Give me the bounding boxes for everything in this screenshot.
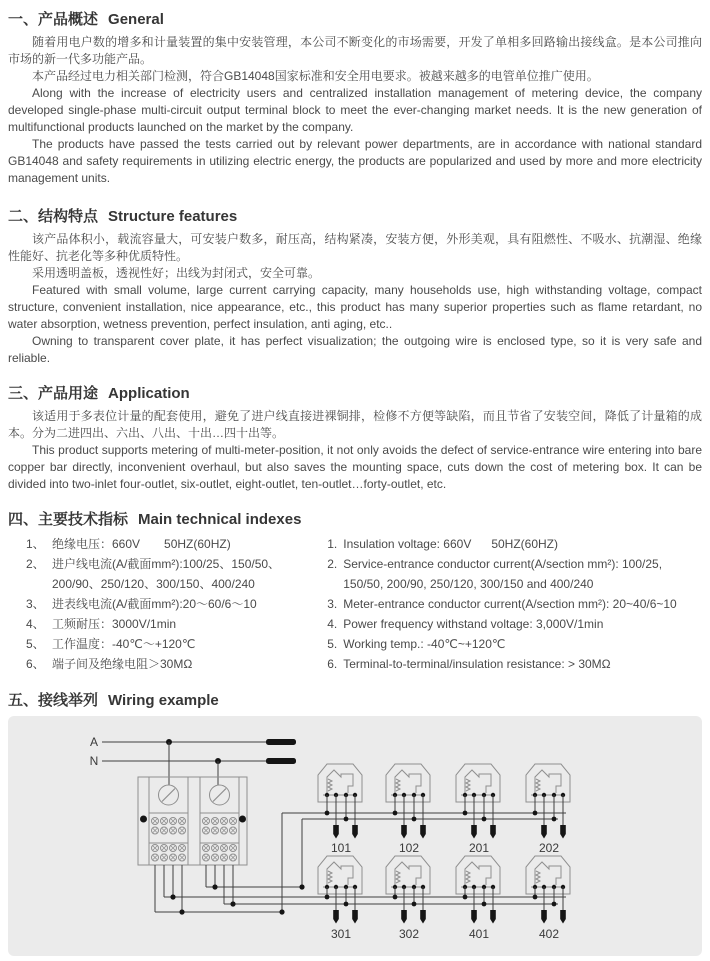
output-arrow-icon [541,825,547,839]
section-number-and-title: 三、产品用途 [8,385,99,402]
paragraph-en: Owning to transparent cover plate, it has perfect visualization; the outgoing wire is enclosed type, so it is very safe and reliable. [8,334,702,365]
item-number: 2. [327,557,338,571]
junction-dot [299,884,304,889]
junction-dot [212,884,217,889]
busbar-lug-icon [266,758,296,764]
tech-columns [8,534,702,674]
item-number: 3. [327,597,338,611]
junction-dot [325,811,330,816]
item-number: 6、 [26,657,45,671]
meter-coil-squiggle [328,779,332,791]
junction-dot [533,811,538,816]
meter-coil-squiggle [396,871,400,883]
output-arrow-icon [490,825,496,839]
output-arrow-icon [541,910,547,924]
item-text: 绝缘电压：660V 50HZ(60HZ) [52,537,231,551]
meter-label: 402 [538,927,560,941]
output-arrow-icon [333,825,339,839]
wiring-diagram-panel [8,716,702,956]
output-arrow-icon [401,825,407,839]
paragraph-en: Featured with small volume, large current carrying capacity, many households use, high withstanding voltage, compact structure, convenient installation, nice appearance, etc., this product has many superior properties such as flame retardant, no water absorption, wetness prevention, perfect insulation, anti aging, etc.. [8,283,702,331]
section-number-and-title: 一、产品概述 [8,11,99,28]
item-text: Service-entrance conductor current(A/section mm²): 100/25, 150/50, 200/90, 250/120, 300/150 and 400/240 [343,557,666,591]
tech-item-zh [26,634,327,654]
paragraph-zh: 随着用电户数的增多和计量装置的集中安装管理，本公司不断变化的市场需要，开发了单相多回路输出接线盒。是本公司推向市场的新一代多功能产品。 [8,35,702,66]
meter-label: 401 [468,927,490,941]
meter-coil-squiggle [536,779,540,791]
item-text: Meter-entrance conductor current(A/section mm²): 20~40/6~10 [343,597,677,611]
output-arrow-icon [490,910,496,924]
section-number-and-title: 五、接线举列 [8,692,99,709]
meter-coil-squiggle [466,779,470,791]
junction-dot [482,902,487,907]
tech-item-en [327,634,702,654]
junction-dot [393,811,398,816]
junction-dot [482,817,487,822]
meter-label: 102 [398,841,420,855]
item-text: 端子间及绝缘电阻＞30MΩ [52,657,193,671]
paragraph-zh: 该产品体积小，载流容量大，可安装户数多，耐压高，结构紧凑，安装方便，外形美观，具有阻燃性、不吸水、抗潮湿、绝缘性能好、抗老化等多种优质特性。 [8,232,702,263]
tech-list-zh [8,534,327,674]
output-arrow-icon [471,910,477,924]
screw-slot [162,789,175,802]
section-title-en: General [108,11,164,28]
junction-dot [230,901,235,906]
item-number: 3、 [26,597,45,611]
tech-item-en [327,594,702,614]
item-text: 工作温度：-40℃～+120℃ [52,637,196,651]
section-wiring-example [8,689,702,956]
paragraph-en: The products have passed the tests carried out by relevant power departments, are in accordance with national standard GB14048 and safety requirements in utilizing electric energy, the products are popularized and used by more and more electricity management units. [8,137,702,185]
tech-list-en [327,534,702,674]
tech-item-zh [26,534,327,554]
neutral-line-label: N [89,754,99,768]
item-text: 进户线电流(A/截面mm²):100/25、150/50、200/90、250/120、300/150、400/240 [52,557,281,591]
junction-dot [533,895,538,900]
junction-dot [279,909,284,914]
meter-coil-squiggle [466,871,470,883]
item-number: 1. [327,537,338,551]
block-rivet [239,816,246,823]
item-text: Working temp.: -40℃~+120℃ [343,637,506,651]
item-text: 进表线电流(A/截面mm²):20～60/6～10 [52,597,257,611]
junction-dot [463,895,468,900]
output-arrow-icon [560,910,566,924]
meter-coil-squiggle [536,871,540,883]
output-arrow-icon [352,825,358,839]
meter-label: 101 [330,841,352,855]
section-title-en: Wiring example [108,692,219,709]
section-heading [8,382,702,403]
output-arrow-icon [333,910,339,924]
meter-label: 302 [398,927,420,941]
meter-coil-squiggle [396,779,400,791]
tech-item-zh [26,614,327,634]
item-number: 1、 [26,537,45,551]
paragraph-zh: 采用透明盖板，透视性好；出线为封闭式，安全可靠。 [32,266,321,280]
section-heading [8,8,702,29]
item-text: Insulation voltage: 660V 50HZ(60HZ) [343,537,559,551]
paragraph-en: Along with the increase of electricity users and centralized installation management of metering device, the company developed single-phase multi-circuit output terminal block to meet the ever-changing market needs. It is the new generation of multifunctional products launched on the market by the company. [8,86,702,134]
output-arrow-icon [471,825,477,839]
meter-label: 201 [468,841,490,855]
section-title-en: Application [108,385,190,402]
item-number: 4、 [26,617,45,631]
section-title-en: Structure features [108,208,238,225]
item-text: 工频耐压：3000V/1min [52,617,177,631]
item-number: 5、 [26,637,45,651]
output-arrow-icon [420,825,426,839]
output-arrow-icon [420,910,426,924]
junction-dot [170,894,175,899]
wiring-diagram [8,716,702,956]
phase-line-label: A [89,735,99,749]
item-text: Terminal-to-terminal/insulation resistance: > 30MΩ [343,657,611,671]
tech-item-zh [26,594,327,614]
junction-dot [179,909,184,914]
screw-slot [213,789,226,802]
junction-dot [344,817,349,822]
junction-dot [552,817,557,822]
tech-item-zh [26,654,327,674]
item-number: 5. [327,637,338,651]
junction-dot [552,902,557,907]
item-number: 4. [327,617,338,631]
meter-coil-squiggle [328,871,332,883]
output-arrow-icon [352,910,358,924]
item-number: 6. [327,657,338,671]
tech-item-en [327,614,702,634]
section-general [8,8,702,187]
junction-dot [393,895,398,900]
item-number: 2、 [26,557,45,571]
block-rivet [140,816,147,823]
section-number-and-title: 二、结构特点 [8,208,99,225]
tech-item-en [327,534,702,554]
paragraph-en: This product supports metering of multi-meter-position, it not only avoids the defect of service-entrance wire entering into bare copper bar directly, inconvenient overhaul, but also saves the mounting space, cuts down the cost of metering box. It can be divided into two-inlet four-outlet, six-outlet, eight-outlet, ten-outlet…forty-outlet, etc. [8,443,702,491]
item-text: Power frequency withstand voltage: 3,000V/1min [343,617,604,631]
output-arrow-icon [560,825,566,839]
junction-dot [344,902,349,907]
output-arrow-icon [401,910,407,924]
section-number-and-title: 四、主要技术指标 [8,511,129,528]
paragraph-zh: 该适用于多表位计量的配套使用，避免了进户线直接进裸铜排，检修不方便等缺陷，而且节省了安装空间，降低了计量箱的成本。分为二进四出、六出、八出、十出…四十出等。 [8,409,702,440]
junction-dot [325,895,330,900]
paragraph-zh: 本产品经过电力相关部门检测，符合GB14048国家标准和安全用电要求。被越来越多的电管单位推广使用。 [32,69,599,83]
tech-item-en [327,554,702,594]
section-application [8,382,702,493]
junction-dot [463,811,468,816]
meter-label: 301 [330,927,352,941]
section-title-en: Main technical indexes [138,511,302,528]
junction-dot [412,817,417,822]
section-structure-features [8,205,702,367]
section-heading [8,689,702,710]
section-technical-indexes [8,508,702,674]
section-heading [8,205,702,226]
junction-dot [412,902,417,907]
busbar-lug-icon [266,739,296,745]
tech-item-en [327,654,702,674]
meter-label: 202 [538,841,560,855]
section-heading [8,508,702,529]
tech-item-zh [26,554,327,594]
